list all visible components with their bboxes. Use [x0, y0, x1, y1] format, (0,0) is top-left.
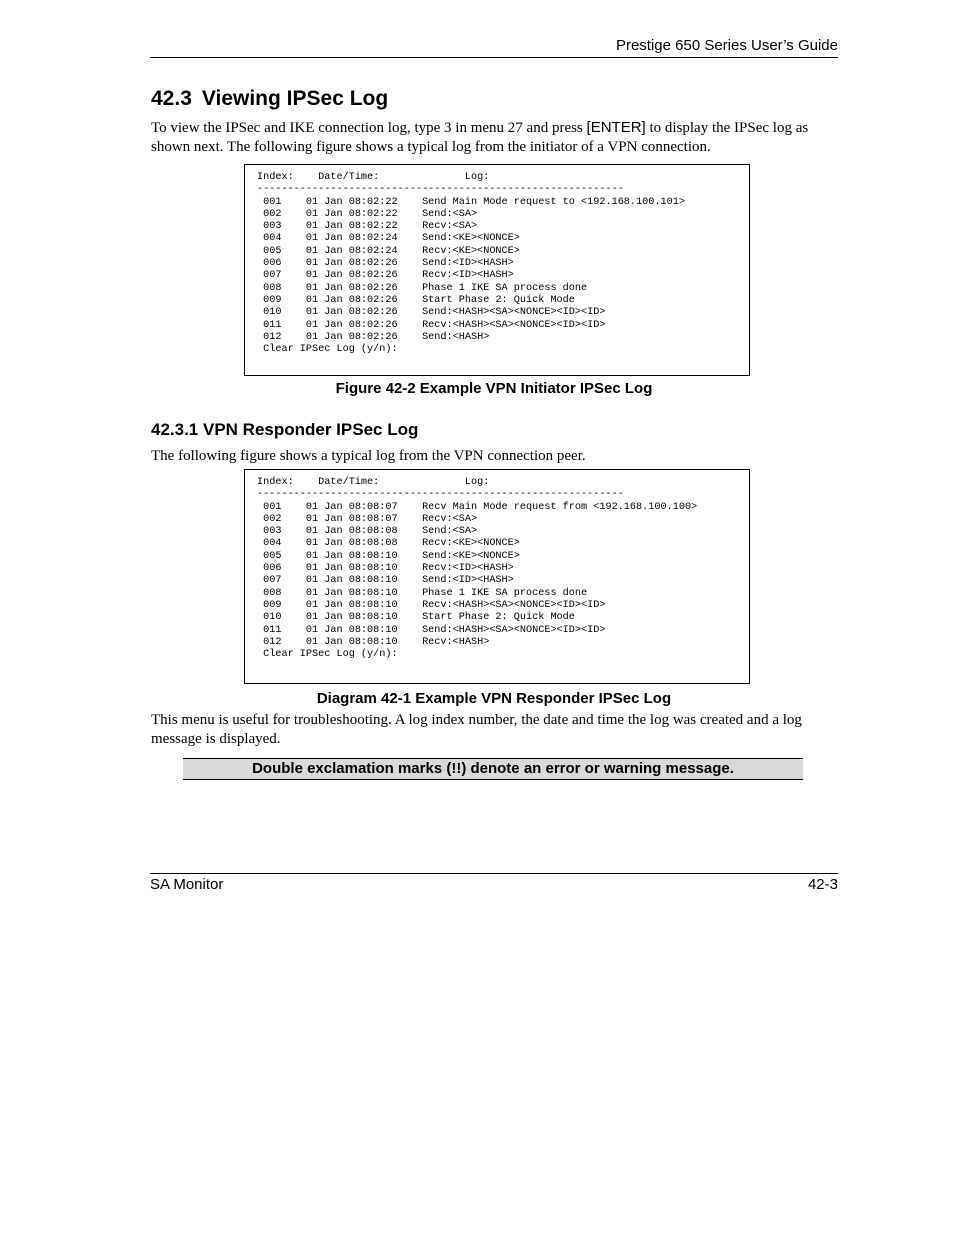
- enter-key-label: [ENTER]: [586, 119, 646, 136]
- log-line: 007 01 Jan 08:02:26 Recv:<ID><HASH>: [257, 270, 514, 282]
- log-line: 005 01 Jan 08:08:10 Send:<KE><NONCE>: [257, 550, 520, 562]
- intro-text-start: To view the IPSec and IKE connection log, type 3 in menu 27 and press: [151, 120, 587, 136]
- initiator-log-text: [245, 165, 749, 356]
- log-line: 010 01 Jan 08:02:26 Send:<HASH><SA><NONCE><ID><ID>: [257, 307, 606, 319]
- subsection-heading: 42.3.1 VPN Responder IPSec Log: [151, 420, 419, 439]
- diagram-caption: Diagram 42-1 Example VPN Responder IPSec Log: [316, 690, 672, 707]
- log-line: 004 01 Jan 08:02:24 Send:<KE><NONCE>: [257, 233, 520, 245]
- log-header: Index: Date/Time: Log:: [257, 477, 490, 488]
- subsection-intro: The following figure shows a typical log from the VPN connection peer.: [151, 448, 586, 464]
- page-number: 42-3: [807, 876, 838, 893]
- log-line: 001 01 Jan 08:02:22 Send Main Mode request to <192.168.100.101>: [257, 196, 685, 208]
- clear-log-prompt: Clear IPSec Log (y/n):: [257, 344, 398, 356]
- log-line: 012 01 Jan 08:02:26 Send:<HASH>: [257, 331, 490, 343]
- section-number: 42.3: [151, 87, 192, 110]
- page-header: [150, 37, 838, 58]
- guide-title: Prestige 650 Series User’s Guide: [615, 37, 838, 54]
- responder-log-box: [244, 469, 750, 684]
- log-line: 004 01 Jan 08:08:08 Recv:<KE><NONCE>: [257, 538, 520, 550]
- log-line: 002 01 Jan 08:08:07 Recv:<SA>: [257, 513, 478, 525]
- intro-text-end: to display the IPSec log as shown next. The following figure shows a typical log from the initiator of a VPN connection.: [151, 120, 809, 155]
- initiator-log-box: [244, 164, 750, 376]
- section-title: Viewing IPSec Log: [201, 87, 389, 110]
- log-line: 010 01 Jan 08:08:10 Start Phase 2: Quick Mode: [257, 612, 575, 624]
- log-separator: ------------------------------------------------------------: [257, 184, 624, 196]
- log-line: 003 01 Jan 08:08:08 Send:<SA>: [257, 526, 478, 538]
- log-line: 007 01 Jan 08:08:10 Send:<ID><HASH>: [257, 575, 514, 587]
- section-heading: [151, 87, 388, 111]
- log-line: 012 01 Jan 08:08:10 Recv:<HASH>: [257, 636, 490, 648]
- warning-note: Double exclamation marks (!!) denote an error or warning message.: [183, 758, 803, 780]
- page-footer: [150, 873, 838, 896]
- log-line: 011 01 Jan 08:08:10 Send:<HASH><SA><NONCE><ID><ID>: [257, 624, 606, 636]
- log-header: Index: Date/Time: Log:: [257, 172, 490, 183]
- log-line: 002 01 Jan 08:02:22 Send:<SA>: [257, 208, 478, 220]
- log-line: 008 01 Jan 08:08:10 Phase 1 IKE SA process done: [257, 587, 588, 599]
- chapter-name: SA Monitor: [150, 876, 224, 893]
- responder-log-text: [245, 470, 749, 661]
- closing-paragraph: This menu is useful for troubleshooting. A log index number, the date and time the log was created and a log message is displayed.: [151, 712, 802, 747]
- log-separator: ------------------------------------------------------------: [257, 489, 624, 501]
- log-line: 003 01 Jan 08:02:22 Recv:<SA>: [257, 221, 478, 233]
- log-line: 008 01 Jan 08:02:26 Phase 1 IKE SA process done: [257, 282, 588, 294]
- figure-caption: Figure 42-2 Example VPN Initiator IPSec Log: [335, 380, 653, 397]
- log-line: 009 01 Jan 08:02:26 Start Phase 2: Quick Mode: [257, 294, 575, 306]
- clear-log-prompt: Clear IPSec Log (y/n):: [257, 649, 398, 661]
- log-line: 005 01 Jan 08:02:24 Recv:<KE><NONCE>: [257, 245, 520, 257]
- section-intro: [151, 118, 839, 157]
- log-line: 006 01 Jan 08:02:26 Send:<ID><HASH>: [257, 258, 514, 270]
- log-line: 006 01 Jan 08:08:10 Recv:<ID><HASH>: [257, 563, 514, 575]
- log-line: 011 01 Jan 08:02:26 Recv:<HASH><SA><NONCE><ID><ID>: [257, 319, 606, 331]
- log-line: 001 01 Jan 08:08:07 Recv Main Mode request from <192.168.100.100>: [257, 501, 698, 513]
- log-line: 009 01 Jan 08:08:10 Recv:<HASH><SA><NONCE><ID><ID>: [257, 599, 606, 611]
